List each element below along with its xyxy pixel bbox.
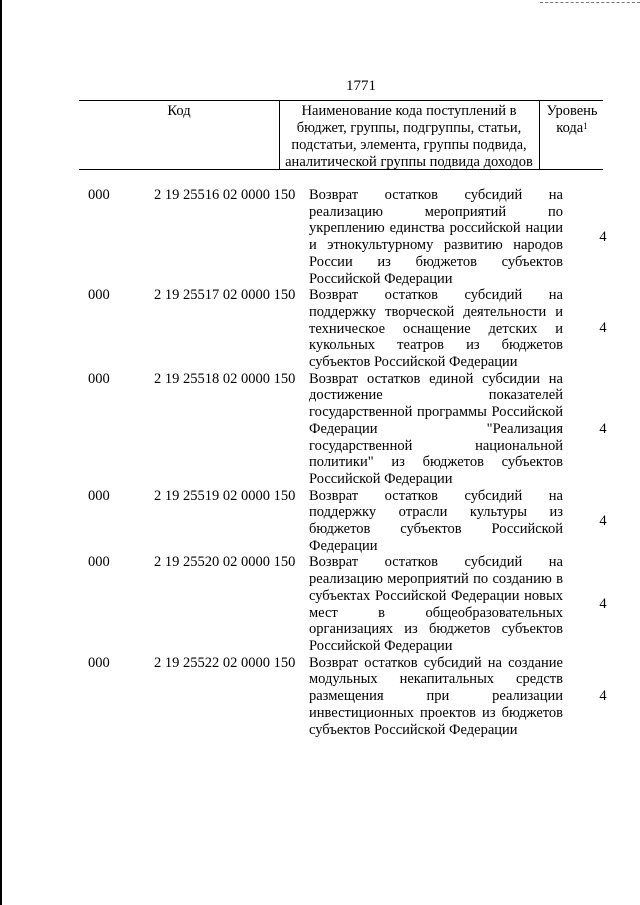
- table-row: [0, 287, 640, 371]
- header-name: Наименование кода поступлений в бюджет, группы, подгруппы, статьи, подстатьи, элемента, группы подвида, аналитической группы подвида доходов: [285, 103, 533, 170]
- table-row: [0, 488, 640, 555]
- header-level-label: Уровень кода: [546, 103, 598, 136]
- row-admin-code: 000: [88, 487, 110, 504]
- table-body: [0, 187, 640, 738]
- page-number: 1771: [346, 78, 376, 94]
- row-level: 4: [599, 228, 607, 245]
- row-name: Возврат остатков субсидий на поддержку отрасли культуры из бюджетов субъектов Российской Федерации: [309, 487, 563, 554]
- row-name: Возврат остатков субсидий на поддержку творческой деятельности и техническое оснащение детских и кукольных театров из бюджетов субъектов Российской Федерации: [309, 287, 563, 371]
- header-level: [540, 103, 604, 137]
- row-admin-code: 000: [88, 287, 110, 304]
- row-level: 4: [599, 420, 607, 437]
- row-admin-code: 000: [88, 187, 110, 203]
- row-name: Возврат остатков субсидий на реализацию мероприятий по укреплению единства российской нации и этнокультурному развитию народов России из бюджетов субъектов Российской Федерации: [309, 187, 563, 287]
- table-row: [0, 554, 640, 654]
- row-income-code: 2 19 25522 02 0000 150: [154, 654, 296, 671]
- row-income-code: 2 19 25516 02 0000 150: [154, 187, 296, 203]
- row-name: Возврат остатков единой субсидии на достижение показателей государственной программы Российской Федерации "Реализация государственной национальной политики" из бюджетов субъектов Российской Федерации: [309, 370, 563, 487]
- row-name: Возврат остатков субсидий на реализацию мероприятий по созданию в субъектах Российской Федерации новых мест в общеобразовательных организациях из бюджетов субъектов Российской Федерации: [309, 554, 563, 654]
- row-level: 4: [599, 596, 607, 613]
- row-income-code: 2 19 25518 02 0000 150: [154, 370, 296, 387]
- row-name: Возврат остатков субсидий на создание модульных некапитальных средств размещения при реализации инвестиционных проектов из бюджетов субъектов Российской Федерации: [309, 654, 563, 738]
- row-admin-code: 000: [88, 654, 110, 671]
- table-row: [0, 187, 640, 287]
- row-level: 4: [599, 320, 607, 337]
- row-level: 4: [599, 687, 607, 704]
- row-admin-code: 000: [88, 370, 110, 387]
- row-income-code: 2 19 25520 02 0000 150: [154, 554, 296, 571]
- table-row: [0, 371, 640, 488]
- row-income-code: 2 19 25517 02 0000 150: [154, 287, 296, 304]
- row-income-code: 2 19 25519 02 0000 150: [154, 487, 296, 504]
- row-level: 4: [599, 512, 607, 529]
- header-code: Код: [167, 103, 191, 119]
- table-header: [79, 100, 603, 170]
- row-admin-code: 000: [88, 554, 110, 571]
- table-row: [0, 655, 640, 739]
- scan-top-mark: [540, 2, 640, 3]
- header-level-footnote: 1: [583, 121, 588, 131]
